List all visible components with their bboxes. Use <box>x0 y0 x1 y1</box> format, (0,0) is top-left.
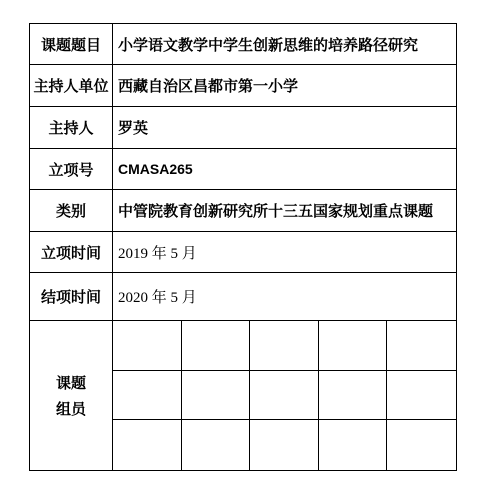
member-cell[interactable] <box>319 321 388 371</box>
member-cell[interactable] <box>113 371 182 421</box>
member-cell[interactable] <box>250 321 319 371</box>
member-cell[interactable] <box>387 371 456 421</box>
member-cell[interactable] <box>387 420 456 470</box>
row-project-number <box>30 149 456 190</box>
members-label-line1: 课题 <box>55 373 86 392</box>
project-title-value: 小学语文教学中学生创新思维的培养路径研究 <box>118 35 419 54</box>
member-cell[interactable] <box>182 321 251 371</box>
member-cell[interactable] <box>387 321 456 371</box>
completion-date-value: 2020 年 5 月 <box>118 290 197 306</box>
row-project-title <box>30 24 456 65</box>
row-host-unit <box>30 65 456 107</box>
member-cell[interactable] <box>250 420 319 470</box>
member-cell[interactable] <box>319 371 388 421</box>
row-host <box>30 107 456 149</box>
project-title-label: 课题题目 <box>30 24 113 64</box>
host-unit-value: 西藏自治区昌都市第一小学 <box>118 77 299 95</box>
completion-date-label: 结项时间 <box>30 273 113 320</box>
project-info-table <box>29 23 457 471</box>
category-label: 类别 <box>30 190 113 231</box>
members-label <box>30 321 113 470</box>
member-cell[interactable] <box>113 420 182 470</box>
approval-date-label: 立项时间 <box>30 232 113 272</box>
member-cell[interactable] <box>250 371 319 421</box>
members-grid <box>113 321 456 470</box>
row-category <box>30 190 456 232</box>
row-completion-date <box>30 273 456 321</box>
host-unit-label: 主持人单位 <box>30 65 113 106</box>
member-cell[interactable] <box>319 420 388 470</box>
host-label: 主持人 <box>30 107 113 148</box>
category-value: 中管院教育创新研究所十三五国家规划重点课题 <box>118 202 434 220</box>
host-value: 罗英 <box>118 119 149 137</box>
members-label-line2: 组员 <box>55 399 86 418</box>
project-number-label: 立项号 <box>30 149 113 189</box>
row-members <box>30 321 456 470</box>
member-cell[interactable] <box>113 321 182 371</box>
approval-date-value: 2019 年 5 月 <box>118 245 197 262</box>
row-approval-date <box>30 232 456 273</box>
project-number-value: CMASA265 <box>118 161 193 177</box>
member-cell[interactable] <box>182 371 251 421</box>
member-cell[interactable] <box>182 420 251 470</box>
